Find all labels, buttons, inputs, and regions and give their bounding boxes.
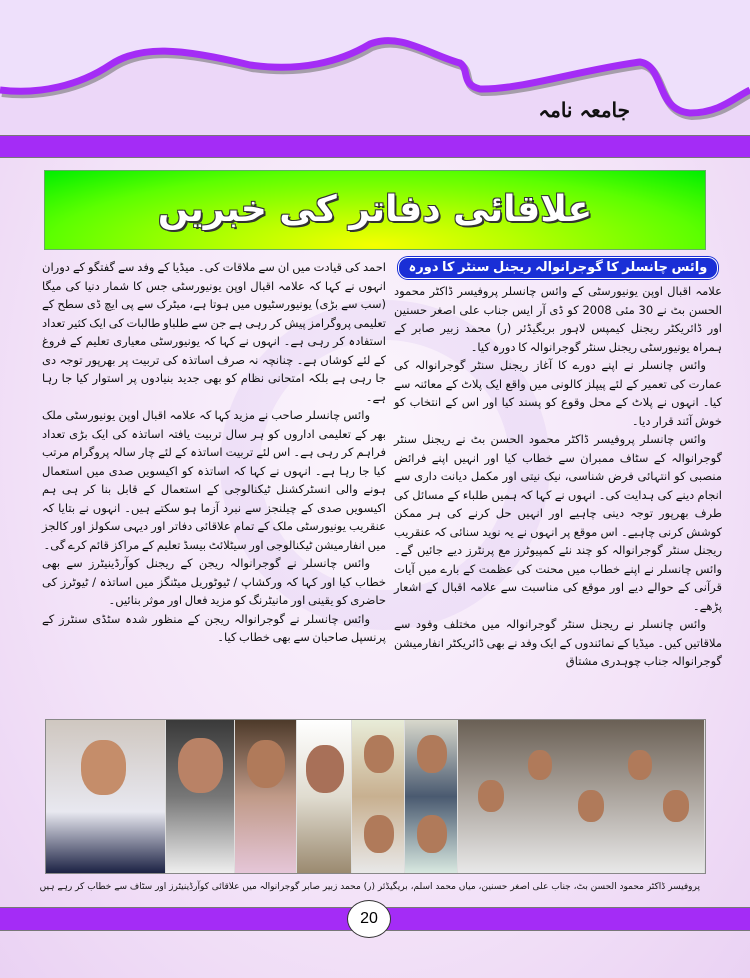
photo-official — [166, 720, 236, 873]
subheading-text: وائس چانسلر کا گوجرانوالہ ریجنل سنٹر کا دورہ — [398, 257, 719, 279]
article-right-column — [394, 256, 722, 716]
photo-caption: پروفیسر ڈاکٹر محمود الحسن بٹ، جناب علی اصغر حسنین، میاں محمد اسلم، بریگیڈئر (ر) محمد زبیر صابر گوجرانوالہ میں علاقائی کوآرڈینیٹرز اور سٹاف سے خطاب کر رہے ہیں — [39, 882, 700, 892]
paragraph: احمد کی قیادت میں ان سے ملاقات کی۔ میڈیا کے وفد سے گفتگو کے دوران انہوں نے کہا کہ علامہ اقبال اوپن یونیورسٹی جس کا شمار دنیا کی میگا (سب سے بڑی) یونیورسٹیوں میں ہوتا ہے، میٹرک سے پی ایچ ڈی سطح کے تعلیمی پروگرامز پیش کر رہی ہے جن سے طلباو طالبات کی ایک کثیر تعداد استفادہ کر رہی ہے۔ انہوں نے کہا کہ یونیورسٹی معیاری تعلیم کے فروغ کے لئے کوشاں ہے۔ چنانچہ نہ صرف اساتذہ کی تربیت پر بھرپور توجہ دی جا رہی ہے بلکہ امتحانی نظام کو بھی جدید بنیادوں پر استوار کیا جا رہا ہے۔ — [42, 260, 386, 404]
photo-staff-audience — [458, 720, 705, 873]
paragraph: وائس چانسلر نے گوجرانوالہ ریجن کے منظور شدہ سٹڈی سنٹرز کے پرنسپل صاحبان سے بھی خطاب کیا۔ — [42, 611, 386, 644]
paragraph: وائس چانسلر صاحب نے مزید کہا کہ علامہ اقبال اوپن یونیورسٹی ملک بھر کے تعلیمی اداروں کو ہر سال تربیت یافتہ اساتذہ کی ایک بڑی تعداد فراہم کر رہی ہے۔ اس لئے تربیت اساتذہ کے لئے چار سالہ پروگرام مرتب کیا جا رہا ہے۔ انہوں نے کہا کہ اساتذہ کو اکیسویں صدی میں استعمال ہونے والی انسٹرکشنل ٹیکنالوجی کے استعمال کے قابل بنا کر ہی ہم اکیسویں صدی کے چیلنجز سے نبرد آزما ہو سکتے ہیں۔ انہوں نے بتایا کہ عنقریب یونیورسٹی ملک کے تمام علاقائی دفاتر اور دیہی سکولز اور کالجز میں انفارمیشن ٹیکنالوجی اور سیٹلائٹ بیسڈ تعلیم کے مراکز قائم کرے گی۔ — [42, 408, 386, 552]
article-subheading — [394, 256, 722, 279]
paragraph: علامہ اقبال اوپن یونیورسٹی کے وائس چانسلر پروفیسر ڈاکٹر محمود الحسن بٹ نے 30 مئی 2008 کو ڈی آر ایس جناب علی اصغر حسنین اور ڈائریکٹر ریجنل کیمپس لاہور بریگیڈئر (ر) محمد زبیر صابر کے ہمراہ یونیورسٹی ریجنل سنٹر گوجرانوالہ کا دورہ کیا۔ — [394, 284, 722, 354]
section-title: علاقائی دفاتر کی خبریں — [157, 189, 593, 230]
wave-decoration — [0, 0, 750, 135]
paragraph: وائس چانسلر پروفیسر ڈاکٹر محمود الحسن بٹ نے ریجنل سنٹر گوجرانوالہ کے سٹاف ممبران سے خطاب کیا اور انہیں اپنے فرائض منصبی کو انتہائی فرض شناسی، نیک نیتی اور مکمل دیانت داری سے انجام دینے کی ہدایت کی۔ انہوں نے کہا کہ ہمیں طلباء کے مسائل کی طرف بھرپور توجہ دینی چاہیے اور انہیں حل کرنے کی ہر ممکن کوشش کرنی چاہیے۔ اس موقع پر انہوں نے یہ نوید سنائی کہ عنقریب ریجنل سنٹر گوجرانوالہ کو چند نئے کمپیوٹرز مع پرنٹرز دیے جائیں گے۔ وائس چانسلر نے اپنے خطاب میں محنت کی عظمت کے بارے میں آیات قرآنی کے حوالے دیے اور موقع کی مناسبت سے علامہ اقبال کے اشعار پڑھے۔ — [394, 432, 722, 613]
page-number: 20 — [347, 900, 391, 938]
photo-official — [297, 720, 352, 873]
photo-vice-chancellor — [46, 720, 166, 873]
photo-official — [235, 720, 297, 873]
photo-attendees — [352, 720, 405, 873]
article-left-column — [42, 258, 386, 716]
header-band — [0, 135, 750, 158]
magazine-name: جامعہ نامہ — [538, 98, 630, 122]
paragraph: وائس چانسلر نے اپنے دورے کا آغاز ریجنل سنٹر گوجرانوالہ کی عمارت کی تعمیر کے لئے پیپلز کالونی میں واقع ایک پلاٹ کے معائنہ سے کیا۔ انہوں نے پلاٹ کے محل وقوع کو پسند کیا اور اس کے انتخاب کو خوش آئند قرار دیا۔ — [394, 358, 722, 428]
photo-strip — [45, 719, 706, 874]
paragraph: وائس چانسلر نے ریجنل سنٹر گوجرانوالہ میں مختلف وفود سے ملاقاتیں کیں۔ میڈیا کے نمائندوں کے ایک وفد نے بھی ڈائریکٹر انفارمیشن گوجرانوالہ جناب چوہدری مشتاق — [394, 617, 722, 668]
photo-attendees — [405, 720, 458, 873]
header-area — [0, 0, 750, 135]
section-banner — [44, 170, 706, 250]
paragraph: وائس چانسلر نے گوجرانوالہ ریجن کے ریجنل کوآرڈینیٹرز سے بھی خطاب کیا اور کہا کہ ورکشاپ / ٹیوٹوریل میٹنگز میں اساتذہ / ٹیوٹرز کی حاضری کو یقینی اور مانیٹرنگ کو مزید فعال اور موثر بنائیں۔ — [42, 556, 386, 607]
